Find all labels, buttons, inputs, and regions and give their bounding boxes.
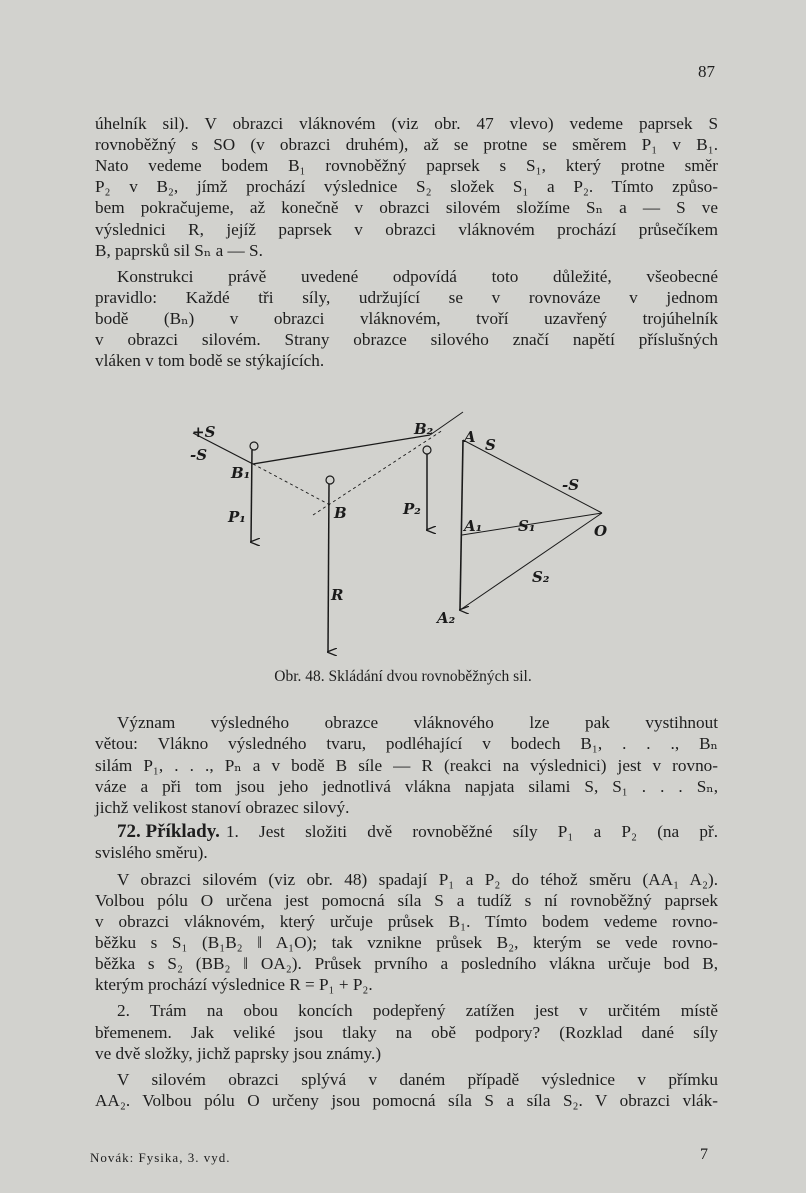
text-line: silám P₁, . . ., Pₙ a v bodě B síle — R (reakci na výslednici) jest v rovno-: [95, 756, 718, 775]
label-minus-s: -S: [190, 446, 208, 464]
label-a: A: [464, 428, 476, 446]
page-number: 87: [698, 62, 715, 81]
p1-origin: [250, 442, 258, 450]
text-line: B, paprsků sil Sₙ a — S.: [95, 241, 263, 260]
label-s2: S₂: [532, 568, 550, 586]
label-b2: B₂: [414, 420, 434, 438]
text-line: úhelník sil). V obrazci vláknovém (viz obr. 47 vlevo) vedeme paprsek S: [95, 114, 718, 133]
dashed-line-b-b2: [313, 430, 443, 515]
label-plus-s: +S: [192, 423, 216, 441]
text-line: ve dvě složky, jichž paprsky jsou známy.): [95, 1044, 382, 1063]
label-s1: S₁: [518, 517, 536, 535]
text-line: rovnoběžný s SO (v obrazci druhém), až se protne se směrem P₁ v B₁.: [95, 135, 718, 154]
footer-signature-number: 7: [700, 1146, 708, 1163]
text-line: v obrazci silovém. Strany obrazce silového značí napětí příslušných: [95, 330, 718, 349]
text-line: 1. Jest složiti dvě rovnoběžné síly P₁ a P₂ (na př.: [225, 822, 718, 841]
figure-caption: Obr. 48. Skládání dvou rovnoběžných sil.: [274, 668, 532, 685]
p2-origin: [423, 446, 431, 454]
label-p2: P₂: [403, 500, 421, 518]
text-line: bodě (Bₙ) v obrazci vláknovém, tvoří uzavřený trojúhelník: [95, 309, 718, 328]
text-line: AA₂. Volbou pólu O určeny jsou pomocná síla S a síla S₂. V obrazci vlák-: [95, 1091, 718, 1110]
text-line: břemenem. Jak veliké jsou tlaky na obě podpory? (Rozklad dané síly: [95, 1023, 718, 1042]
string-line-s1: [253, 435, 430, 464]
text-line: V obrazci silovém (viz obr. 48) spadají P₁ a P₂ do téhož směru (AA₁ A₂).: [117, 870, 718, 889]
text-line: 2. Trám na obou koncích podepřený zatížen jest v určitém místě: [117, 1001, 718, 1020]
text-line: bem pokračujeme, až konečně v obrazci silovém složíme Sₙ a — S ve: [95, 198, 718, 217]
text-line: váze a při tom jsou jeho jednotlivá vlákna napjata silami S, S₁ . . . Sₙ,: [95, 777, 718, 796]
text-line: kterým prochází výslednice R = P₁ + P₂.: [95, 975, 373, 994]
text-line: větou: Vlákno výsledného tvaru, podléhající v bodech B₁, . . ., Bₙ: [95, 734, 718, 753]
text-line: pravidlo: Každé tři síly, udržující se v rovnováze v jednom: [95, 288, 718, 307]
text-line: Význam výsledného obrazce vláknového lze pak vystihnout: [117, 713, 718, 732]
label-r: R: [331, 586, 344, 604]
label-b1: B₁: [231, 464, 251, 482]
force-line-a-o: [463, 440, 602, 513]
r-origin: [326, 476, 334, 484]
string-line-s2: [430, 412, 463, 435]
label-o: O: [594, 522, 608, 540]
force-line-a-a2: [460, 440, 463, 610]
label-p1: P₁: [228, 508, 246, 526]
footer-signature: Novák: Fysika, 3. vyd.: [90, 1150, 231, 1165]
text-line: Volbou pólu O určena jest pomocná síla S a tudíž s ní rovnoběžný paprsek: [95, 891, 718, 910]
text-line: vláken v tom bodě se stýkajících.: [95, 351, 325, 370]
p1-arrow: [251, 450, 252, 542]
text-line: běžku s S₁ (B₁B₂ ‖ A₁O); tak vznikne průsek B₂, kterým se vede rovno-: [95, 933, 718, 952]
label-a1: A₁: [464, 517, 483, 535]
text-line: výslednici R, jejíž paprsek v obrazci vláknovém prochází průsečíkem: [95, 220, 718, 239]
text-line: jichž velikost stanoví obrazec silový.: [95, 798, 350, 817]
label-a2: A₂: [437, 609, 456, 627]
text-line: běžka s S₂ (BB₂ ‖ OA₂). Průsek prvního a posledního vlákna určuje bod B,: [95, 954, 718, 973]
label-minus-s-right: -S: [562, 476, 580, 494]
label-b: B: [334, 504, 347, 522]
text-line: V silovém obrazci splývá v daném případě výslednice v přímku: [117, 1070, 718, 1089]
label-s-top: S: [485, 436, 496, 454]
text-line: v obrazci vláknovém, který určuje průsek B₁. Tímto bodem vedeme rovno-: [95, 912, 718, 931]
text-line: P₂ v B₂, jímž prochází výslednice S₂ složek S₁ a P₂. Tímto způso-: [95, 177, 718, 196]
text-line: Konstrukci právě uvedené odpovídá toto důležité, všeobecné: [117, 267, 718, 286]
section-heading: 72. Příklady.: [117, 821, 220, 842]
dashed-line-b1-b: [253, 464, 330, 505]
text-line: Nato vedeme bodem B₁ rovnoběžný paprsek s S₁, který protne směr: [95, 156, 718, 175]
r-arrow: [328, 484, 329, 652]
text-line: svislého směru).: [95, 843, 208, 862]
